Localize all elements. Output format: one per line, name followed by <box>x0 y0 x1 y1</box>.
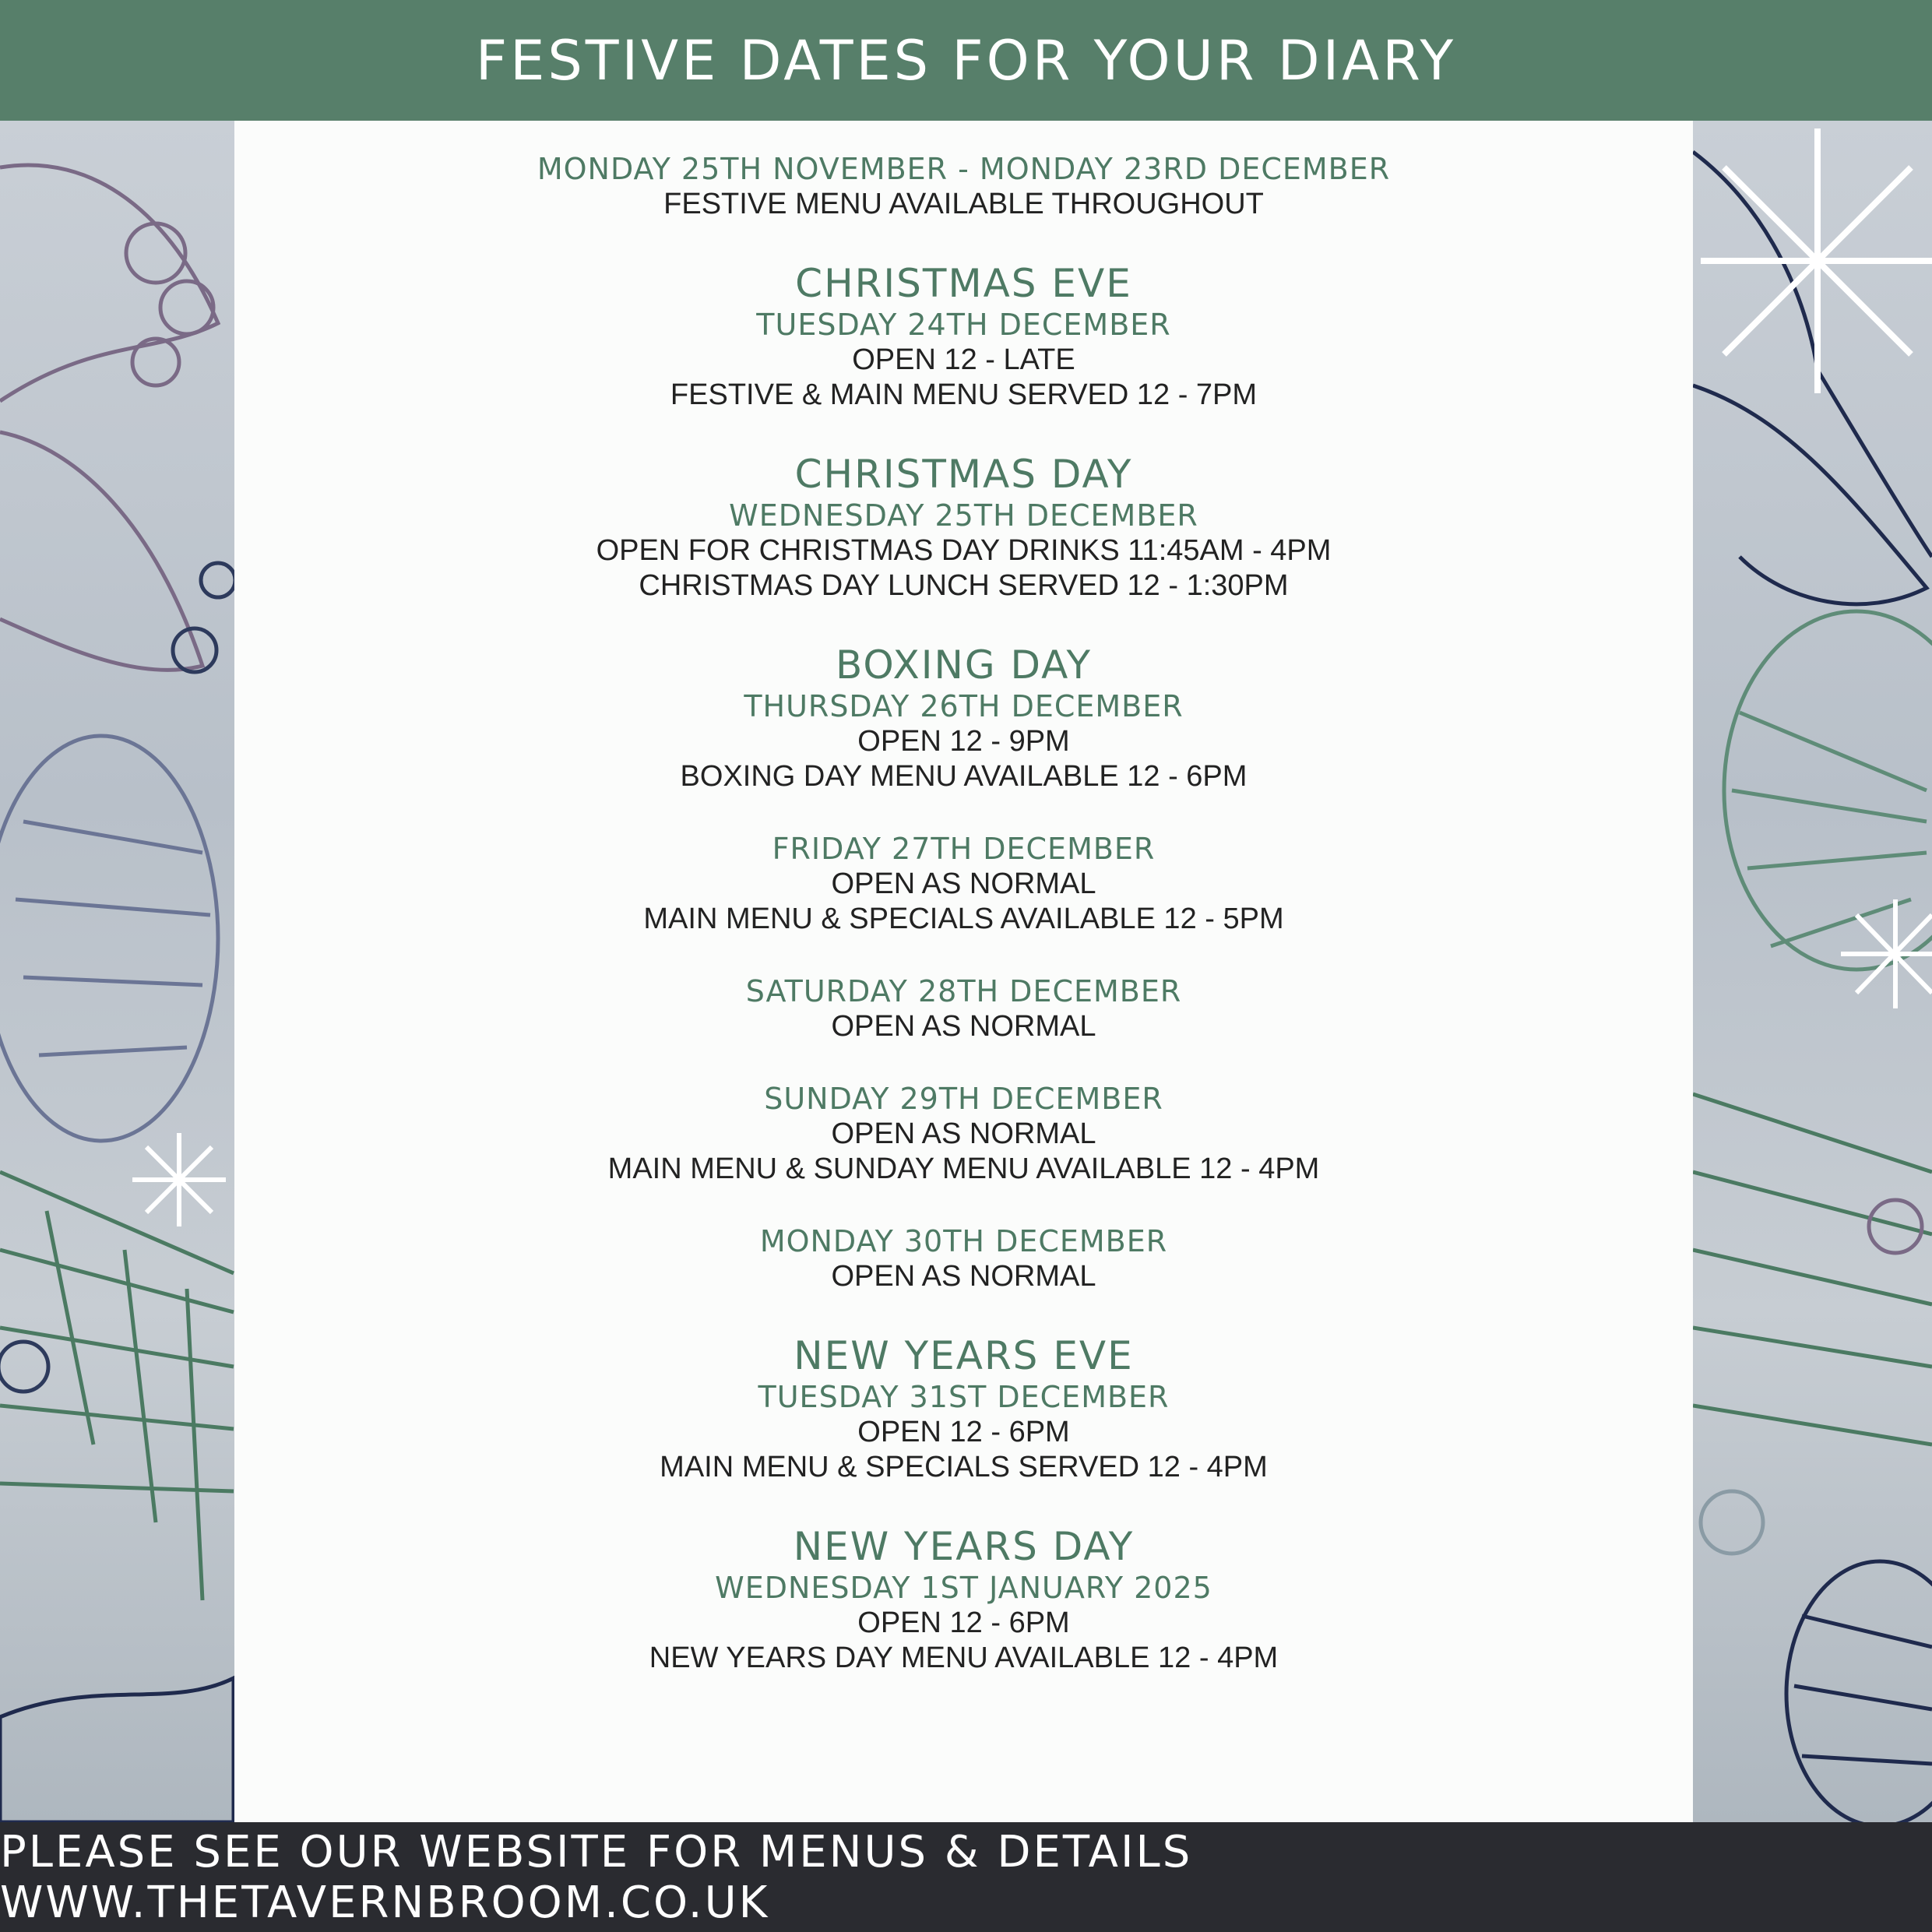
event-info-line: OPEN AS NORMAL <box>831 1010 1096 1043</box>
event-date: THURSDAY 26TH DECEMBER <box>744 689 1184 723</box>
page-title: FESTIVE DATES FOR YOUR DIARY <box>475 28 1457 93</box>
event-info-line: OPEN 12 - 6PM <box>857 1416 1070 1448</box>
event-title: CHRISTMAS EVE <box>795 261 1132 306</box>
right-botanical-border <box>1693 121 1932 1822</box>
event-info-line: NEW YEARS DAY MENU AVAILABLE 12 - 4PM <box>649 1642 1279 1674</box>
event-info-line: MAIN MENU & SPECIALS AVAILABLE 12 - 5PM <box>643 903 1284 935</box>
event-info-line: OPEN 12 - 9PM <box>857 725 1070 758</box>
event-date: SUNDAY 29TH DECEMBER <box>764 1082 1163 1116</box>
event-info-line: MAIN MENU & SPECIALS SERVED 12 - 4PM <box>660 1451 1268 1483</box>
event-date: TUESDAY 31ST DECEMBER <box>758 1380 1170 1414</box>
event-block-4 <box>234 832 1693 937</box>
holly-pinecone-illustration-left <box>0 121 234 1822</box>
event-block-3 <box>234 641 1693 794</box>
footer-banner <box>0 1822 1932 1932</box>
event-title: BOXING DAY <box>835 642 1093 688</box>
header-banner <box>0 0 1932 121</box>
event-info-line: OPEN AS NORMAL <box>831 1117 1096 1150</box>
snowflake-icon <box>132 1133 226 1226</box>
festive-schedule <box>234 152 1693 1713</box>
event-info-line: FESTIVE MENU AVAILABLE THROUGHOUT <box>663 188 1264 220</box>
event-info-line: FESTIVE & MAIN MENU SERVED 12 - 7PM <box>670 378 1258 411</box>
event-block-1 <box>234 259 1693 413</box>
event-block-8 <box>234 1332 1693 1485</box>
event-date: TUESDAY 24TH DECEMBER <box>756 308 1171 342</box>
event-info-line: MAIN MENU & SUNDAY MENU AVAILABLE 12 - 4PM <box>607 1153 1320 1185</box>
event-info-line: OPEN 12 - LATE <box>852 343 1075 376</box>
event-date: MONDAY 30TH DECEMBER <box>759 1224 1168 1258</box>
snowflake-icon-small <box>1841 899 1932 1008</box>
event-date: WEDNESDAY 25TH DECEMBER <box>729 498 1198 533</box>
event-date: WEDNESDAY 1ST JANUARY 2025 <box>715 1571 1212 1605</box>
snowflake-icon-large <box>1701 128 1932 393</box>
event-info-line: CHRISTMAS DAY LUNCH SERVED 12 - 1:30PM <box>639 569 1289 602</box>
event-block-9 <box>234 1522 1693 1676</box>
event-block-0 <box>234 152 1693 222</box>
event-info-line: OPEN AS NORMAL <box>831 867 1096 900</box>
event-block-7 <box>234 1224 1693 1294</box>
event-date: SATURDAY 28TH DECEMBER <box>745 974 1182 1008</box>
event-title: NEW YEARS DAY <box>793 1524 1135 1569</box>
event-info-line: BOXING DAY MENU AVAILABLE 12 - 6PM <box>680 760 1248 793</box>
event-block-5 <box>234 974 1693 1044</box>
event-info-line: OPEN FOR CHRISTMAS DAY DRINKS 11:45AM - 4PM <box>596 534 1332 567</box>
event-block-6 <box>234 1082 1693 1187</box>
event-info-line: OPEN AS NORMAL <box>831 1260 1096 1293</box>
holly-pinecone-illustration-right <box>1693 121 1932 1822</box>
event-info-line: OPEN 12 - 6PM <box>857 1606 1070 1639</box>
event-title: NEW YEARS EVE <box>794 1333 1134 1378</box>
event-title: CHRISTMAS DAY <box>794 452 1133 497</box>
event-block-2 <box>234 450 1693 604</box>
event-date: MONDAY 25TH NOVEMBER - MONDAY 23RD DECEMBER <box>537 152 1391 186</box>
website-note: PLEASE SEE OUR WEBSITE FOR MENUS & DETAILS WWW.THETAVERNBROOM.CO.UK <box>0 1826 1193 1928</box>
left-botanical-border <box>0 121 234 1822</box>
event-date: FRIDAY 27TH DECEMBER <box>772 832 1156 866</box>
